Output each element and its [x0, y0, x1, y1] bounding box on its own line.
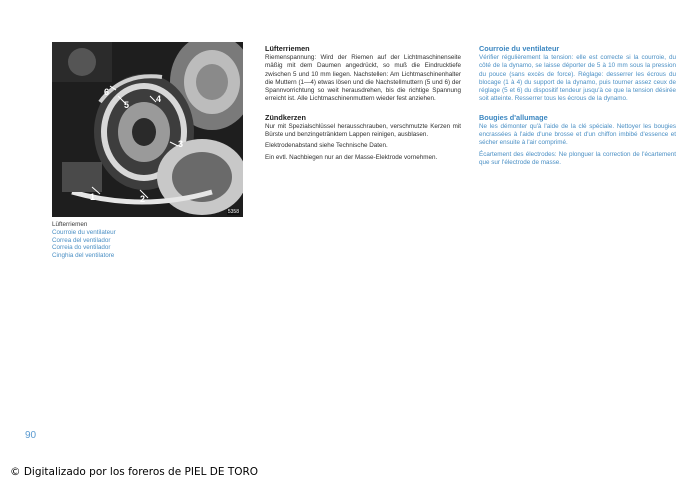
german-column: [265, 44, 461, 165]
french-plugs-gap-text: Écartement des électrodes: Ne plonguer la correction de l'écartement que sur l'électrode de masse.: [479, 150, 676, 166]
page-number: 90: [25, 430, 37, 441]
engine-belt-photo: [52, 42, 243, 217]
caption-italian: Cinghia del ventilatore: [52, 252, 115, 260]
photo-label-5: 5: [124, 100, 130, 110]
photo-label-4: 4: [156, 94, 162, 104]
french-plugs-heading: Bougies d'allumage: [479, 112, 548, 122]
german-plugs-gap-text: Elektrodenabstand siehe Technische Daten.: [265, 142, 388, 150]
caption-french: Courroie du ventilateur: [52, 228, 116, 236]
photo-code: 5358: [227, 209, 239, 215]
photo-label-1: 1: [90, 192, 96, 202]
caption-spanish: Correa del ventilador: [52, 236, 111, 244]
german-plugs-bend-text: Ein evtl. Nachbiegen nur an der Masse-Elektrode vornehmen.: [265, 153, 438, 161]
caption-german: Lüfterriemen: [52, 221, 88, 228]
photo-label-6: 6: [104, 87, 110, 97]
photo-label-3: 3: [178, 139, 184, 149]
german-belt-text: Riemenspannung: Wird der Riemen auf der Lichtmaschinenseite mäßig mit dem Daumen angedrückt, so muß die Eindrucktiefe zwischen 5 und 10 mm liegen. Nachstellen: Am Lichtmaschinenhalter die Muttern (1—4) etwas lösen und die Nachstellmuttern (5 und 6) der Spannvorrichtung so weit herausdrehen, bis die richtige Spannung erreicht ist. Alle Lichtmaschinenmuttern wieder fest anziehen.: [265, 54, 461, 103]
french-column: [479, 44, 676, 170]
caption-portuguese: Correia do ventilador: [52, 244, 111, 252]
french-plugs-text: Ne les démonter qu'à l'aide de la clé spéciale. Nettoyer les bougies encrassées à l'aide d'une brosse et d'un chiffon imbibé d'essence et sécher ensuite à l'air comprimé.: [479, 122, 676, 147]
french-belt-text: Vérifier régulièrement la tension: elle est correcte si la courroie, du côté de la dynamo, se laisse déporter de 5 à 10 mm sous la pression du pouce (sans excès de force). Réglage: desserrer les écrous du blocage (1 à 4) du support de la dynamo, puis tourner assez ceux de réglage (5 et 6) du dispositif tendeur jusqu'à ce que la tension désirée soit atteinte. Resserrer tous les écrous de la dynamo.: [479, 54, 676, 103]
photo-label-2: 2: [140, 194, 146, 204]
digitization-credit: © Digitalizado por los foreros de PIEL DE TORO: [10, 466, 259, 478]
german-plugs-heading: Zündkerzen: [265, 112, 306, 122]
german-plugs-text: Nur mit Spezialschlüssel herausschrauben, verschmutzte Kerzen mit Bürste und benzingetränktem Lappen reinigen, ausblasen.: [265, 122, 461, 139]
german-belt-heading: Lüfterriemen: [265, 44, 310, 53]
french-belt-heading: Courroie du ventilateur: [479, 44, 560, 53]
photo-captions: [52, 221, 116, 260]
